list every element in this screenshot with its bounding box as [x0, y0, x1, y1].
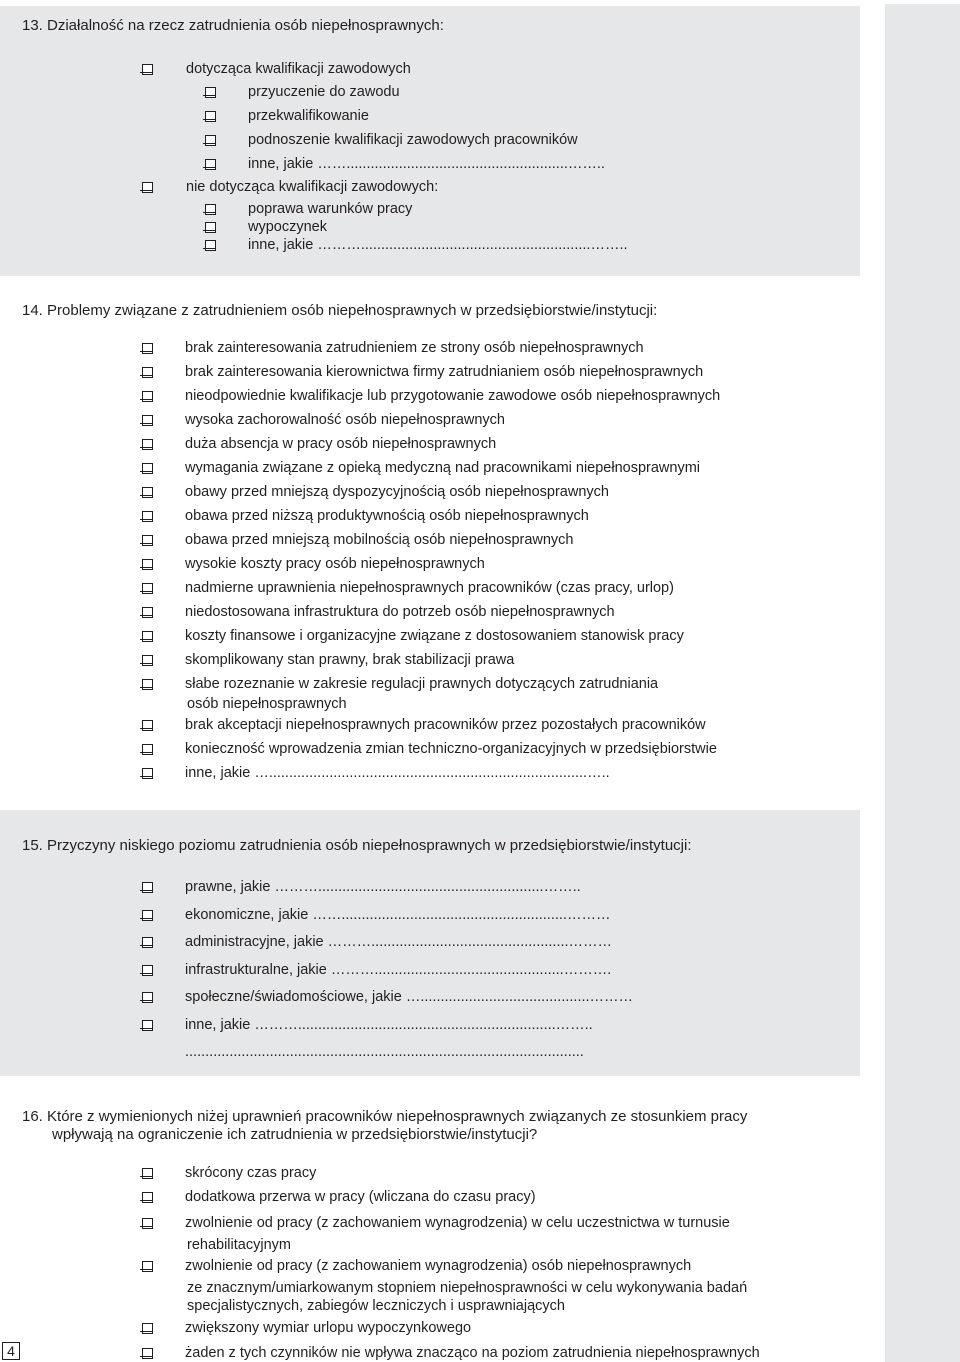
q14-option-continuation: osób niepełnosprawnych	[187, 696, 347, 712]
question-15-title: 15. Przyczyny niskiego poziomu zatrudnienia osób niepełnosprawnych w przedsiębiorstwie/instytucji:	[22, 837, 692, 854]
checkbox-icon[interactable]	[205, 222, 216, 233]
checkbox-icon[interactable]	[142, 744, 153, 755]
checkbox-icon[interactable]	[142, 367, 153, 378]
checkbox-icon[interactable]	[142, 1218, 153, 1229]
checkbox-icon[interactable]	[205, 87, 216, 98]
checkbox-icon[interactable]	[142, 415, 153, 426]
checkbox-icon[interactable]	[142, 882, 153, 893]
page-number: 4	[2, 1342, 20, 1360]
checkbox-icon[interactable]	[205, 111, 216, 122]
checkbox-icon[interactable]	[142, 1192, 153, 1203]
checkbox-icon[interactable]	[142, 965, 153, 976]
checkbox-icon[interactable]	[142, 1020, 153, 1031]
checkbox-icon[interactable]	[205, 135, 216, 146]
checkbox-icon[interactable]	[142, 631, 153, 642]
checkbox-icon[interactable]	[142, 463, 153, 474]
checkbox-icon[interactable]	[142, 607, 153, 618]
checkbox-icon[interactable]	[142, 535, 153, 546]
checkbox-icon[interactable]	[142, 559, 153, 570]
checkbox-icon[interactable]	[142, 1323, 153, 1334]
question-13-title: 13. Działalność na rzecz zatrudnienia osób niepełnosprawnych:	[22, 17, 444, 34]
question-16-title-line1: 16. Które z wymienionych niżej uprawnień pracowników niepełnosprawnych związanych ze stosunkiem pracy	[22, 1108, 748, 1125]
checkbox-icon[interactable]	[142, 1168, 153, 1179]
checkbox-icon[interactable]	[142, 391, 153, 402]
checkbox-icon[interactable]	[142, 937, 153, 948]
checkbox-icon[interactable]	[142, 655, 153, 666]
checkbox-icon[interactable]	[142, 511, 153, 522]
checkbox-icon[interactable]	[142, 583, 153, 594]
q15-extra-line: ...................................................................................................	[185, 1044, 584, 1060]
checkbox-icon[interactable]	[142, 64, 153, 75]
checkbox-icon[interactable]	[205, 204, 216, 215]
checkbox-icon[interactable]	[142, 1348, 153, 1359]
checkbox-icon[interactable]	[142, 720, 153, 731]
question-14-title: 14. Problemy związane z zatrudnieniem osób niepełnosprawnych w przedsiębiorstwie/instytucji:	[22, 302, 658, 319]
checkbox-icon[interactable]	[142, 343, 153, 354]
checkbox-icon[interactable]	[142, 679, 153, 690]
q16-option-continuation: specjalistycznych, zabiegów leczniczych i usprawniających	[187, 1298, 565, 1314]
checkbox-icon[interactable]	[142, 1261, 153, 1272]
checkbox-icon[interactable]	[142, 992, 153, 1003]
checkbox-icon[interactable]	[142, 487, 153, 498]
checkbox-icon[interactable]	[142, 182, 153, 193]
checkbox-icon[interactable]	[142, 439, 153, 450]
q16-option-continuation: ze znacznym/umiarkowanym stopniem niepełnosprawności w celu wykonywania badań	[187, 1280, 748, 1296]
q16-option-continuation: rehabilitacyjnym	[187, 1237, 291, 1253]
checkbox-icon[interactable]	[205, 159, 216, 170]
checkbox-icon[interactable]	[142, 768, 153, 779]
checkbox-icon[interactable]	[205, 240, 216, 251]
checkbox-icon[interactable]	[142, 910, 153, 921]
sidebar-strip	[885, 4, 960, 1362]
question-16-title-line2: wpływają na ograniczenie ich zatrudnienia w przedsiębiorstwie/instytucji?	[52, 1126, 538, 1143]
